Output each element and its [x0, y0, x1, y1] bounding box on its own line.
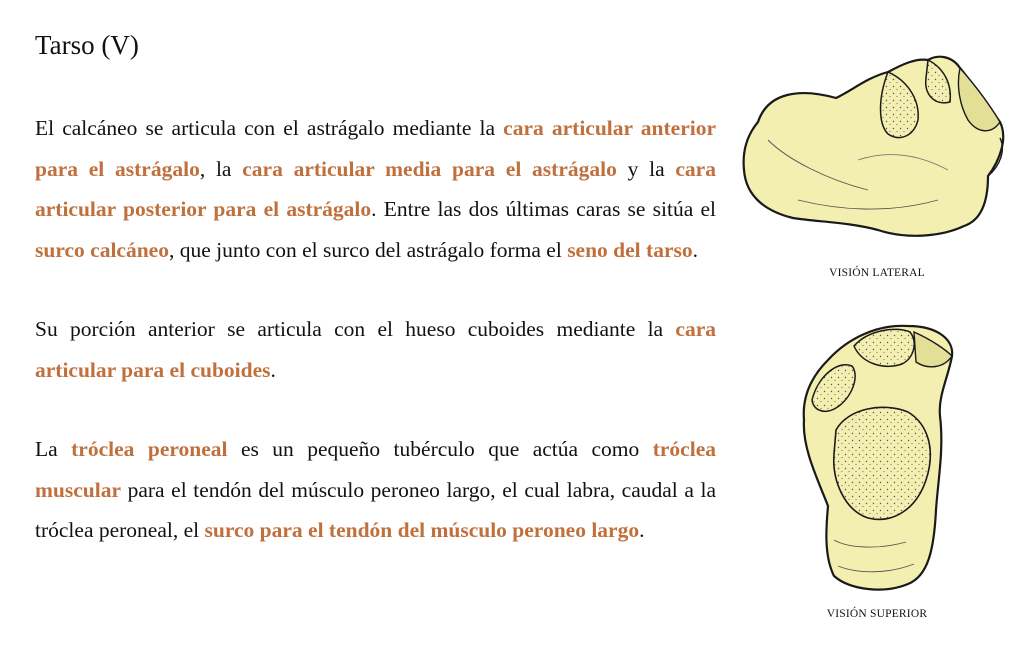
- text-run: La: [35, 437, 72, 461]
- paragraph-troclea: [35, 429, 716, 551]
- calcaneus-lateral-illustration: [738, 50, 1014, 265]
- paragraph-articulations: [35, 108, 716, 270]
- caption-vision-lateral: VISIÓN LATERAL: [829, 267, 925, 279]
- term-seno-del-tarso: seno del tarso: [567, 237, 693, 262]
- text-run: .: [639, 518, 645, 542]
- term-cara-articular-posterior: cara articular posterior para el astrágalo: [35, 156, 716, 221]
- term-cara-articular-media: cara articular media para el astrágalo: [242, 156, 617, 181]
- calcaneus-superior-illustration: [788, 320, 968, 600]
- term-surco-calcaneo: surco calcáneo: [35, 237, 169, 262]
- page-title: Tarso (V): [35, 30, 139, 60]
- term-troclea-peroneal: tróclea peroneal: [71, 437, 228, 461]
- text-run: es un pequeño tubérculo que actúa como: [227, 437, 653, 461]
- text-run: El calcáneo se articula con el astrágalo mediante la: [35, 116, 504, 140]
- text-column: [35, 108, 716, 590]
- text-run: . Entre las dos últimas caras se sitúa el: [371, 197, 716, 221]
- text-run: Su porción anterior se articula con el hueso cuboides mediante la: [35, 317, 676, 341]
- text-run: , que junto con el surco del astrágalo forma el: [168, 237, 568, 262]
- term-cara-articular-cuboides: cara articular para el cuboides: [35, 317, 716, 382]
- text-run: y la: [616, 156, 676, 181]
- paragraph-cuboides: [35, 309, 716, 390]
- caption-vision-superior: VISIÓN SUPERIOR: [826, 608, 928, 620]
- term-surco-tendon-peroneo: surco para el tendón del músculo peroneo largo: [204, 518, 640, 542]
- text-run: .: [270, 357, 276, 382]
- text-run: .: [692, 237, 698, 262]
- term-cara-articular-anterior: cara articular anterior para el astrágalo: [35, 116, 717, 181]
- text-run: para el tendón del músculo peroneo largo, el cual labra, caudal a la tróclea peroneal, el: [35, 477, 716, 542]
- text-run: , la: [199, 156, 243, 181]
- term-troclea-muscular: tróclea muscular: [35, 437, 716, 502]
